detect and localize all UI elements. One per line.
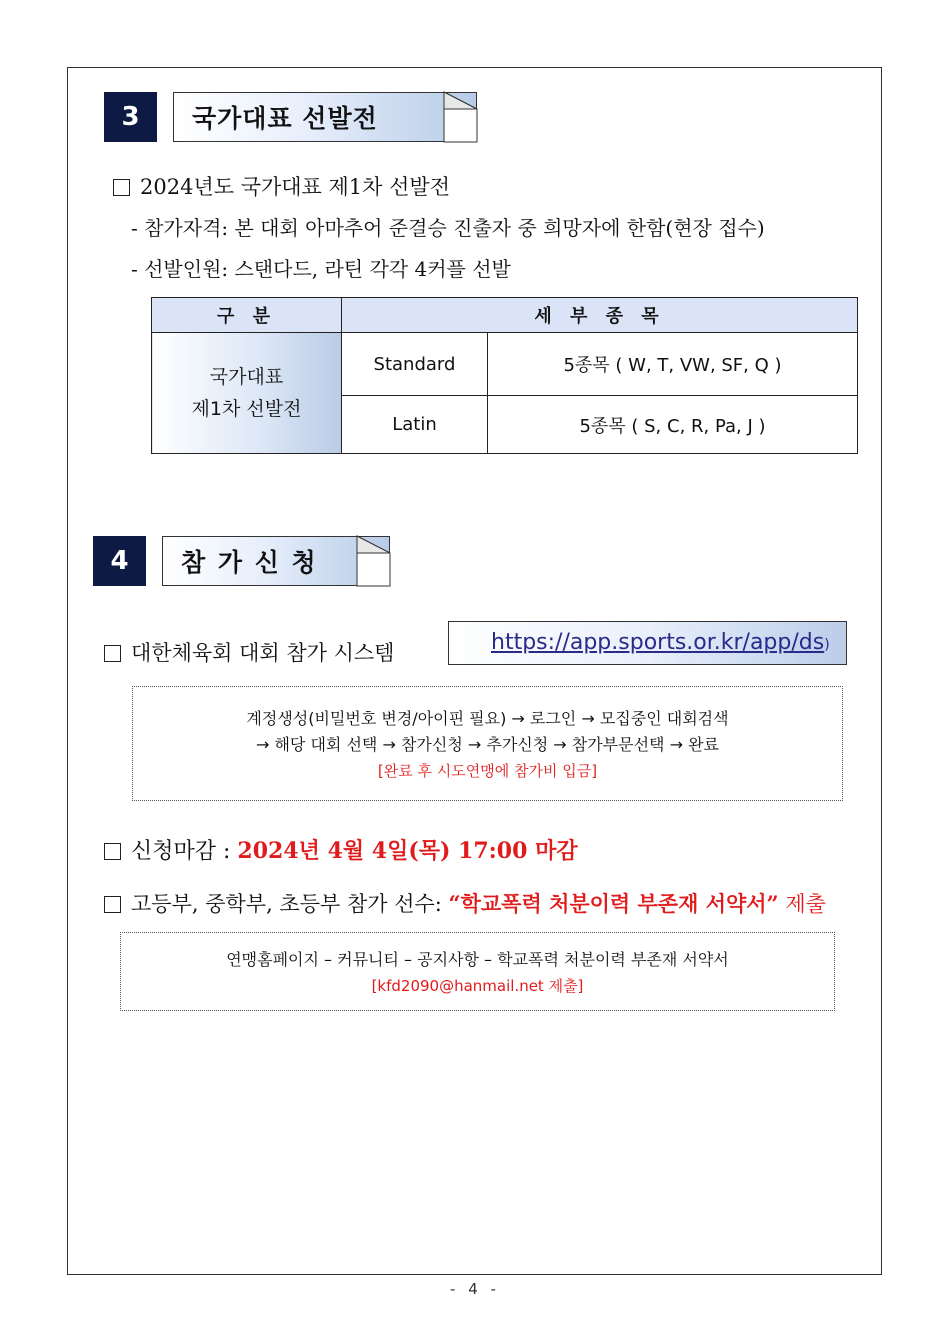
section-title-3: 국가대표 선발전 bbox=[173, 92, 477, 142]
steps-line2: → 해당 대회 선택 → 참가신청 → 추가신청 → 참가부문선택 → 완료 bbox=[255, 735, 719, 754]
folded-corner-icon bbox=[443, 91, 479, 143]
pledge-info-box bbox=[120, 932, 835, 1011]
header-events: 세 부 종 목 bbox=[342, 298, 858, 333]
pledge-value: “학교폭력 처분이력 부존재 서약서” bbox=[448, 891, 779, 916]
standard-category: Standard bbox=[342, 333, 488, 396]
section3-heading bbox=[113, 171, 450, 201]
pledge-note: [kfd2090@hanmail.net 제출] bbox=[371, 977, 584, 995]
pledge-suffix: 제출 bbox=[778, 892, 826, 916]
checkbox-icon bbox=[104, 896, 121, 913]
deadline-value: 2024년 4월 4일(목) 17:00 마감 bbox=[237, 838, 578, 864]
checkbox-icon bbox=[104, 645, 121, 662]
table-header-row bbox=[152, 298, 858, 333]
row-label bbox=[152, 333, 342, 454]
page-number: - 4 - bbox=[450, 1280, 500, 1298]
selection-table bbox=[151, 297, 858, 454]
row-label-line2: 제1차 선발전 bbox=[191, 398, 302, 420]
pledge-line bbox=[104, 888, 826, 918]
registration-link[interactable]: https://app.sports.or.kr/app/ds bbox=[491, 630, 825, 655]
url-suffix: ) bbox=[824, 637, 830, 653]
table-row bbox=[152, 333, 858, 396]
section-title-4: 참 가 신 청 bbox=[162, 536, 390, 586]
system-label bbox=[104, 637, 394, 667]
folded-corner-icon bbox=[356, 535, 392, 587]
latin-category: Latin bbox=[342, 396, 488, 454]
deadline-line bbox=[104, 834, 578, 865]
steps-line1: 계정생성(비밀번호 변경/아이핀 필요) → 로그인 → 모집중인 대회검색 bbox=[246, 709, 729, 728]
standard-events: 5종목 ( W, T, VW, SF, Q ) bbox=[488, 333, 858, 396]
page-frame bbox=[67, 67, 882, 1275]
header-category: 구 분 bbox=[152, 298, 342, 333]
selection-count-text: - 선발인원: 스탠다드, 라틴 각각 4커플 선발 bbox=[131, 257, 511, 281]
steps-note: [완료 후 시도연맹에 참가비 입금] bbox=[377, 762, 598, 780]
url-box bbox=[448, 621, 847, 665]
pledge-label: 고등부, 중학부, 초등부 참가 선수: bbox=[131, 892, 449, 916]
pledge-path: 연맹홈페이지 – 커뮤니티 – 공지사항 – 학교폭력 처분이력 부존재 서약서 bbox=[226, 950, 729, 969]
eligibility-text: - 참가자격: 본 대회 아마추어 준결승 진출자 중 희망자에 한함(현장 접수) bbox=[131, 216, 765, 240]
row-label-line1: 국가대표 bbox=[209, 366, 284, 388]
section-number-4: 4 bbox=[93, 536, 146, 586]
latin-events: 5종목 ( S, C, R, Pa, J ) bbox=[488, 396, 858, 454]
deadline-label: 신청마감 : bbox=[131, 839, 238, 864]
checkbox-icon bbox=[113, 179, 130, 196]
checkbox-icon bbox=[104, 843, 121, 860]
section-number-3: 3 bbox=[104, 92, 157, 142]
system-label-text: 대한체육회 대회 참가 시스템 bbox=[131, 641, 395, 665]
application-steps-box bbox=[132, 686, 843, 801]
heading-text: 2024년도 국가대표 제1차 선발전 bbox=[140, 175, 450, 199]
